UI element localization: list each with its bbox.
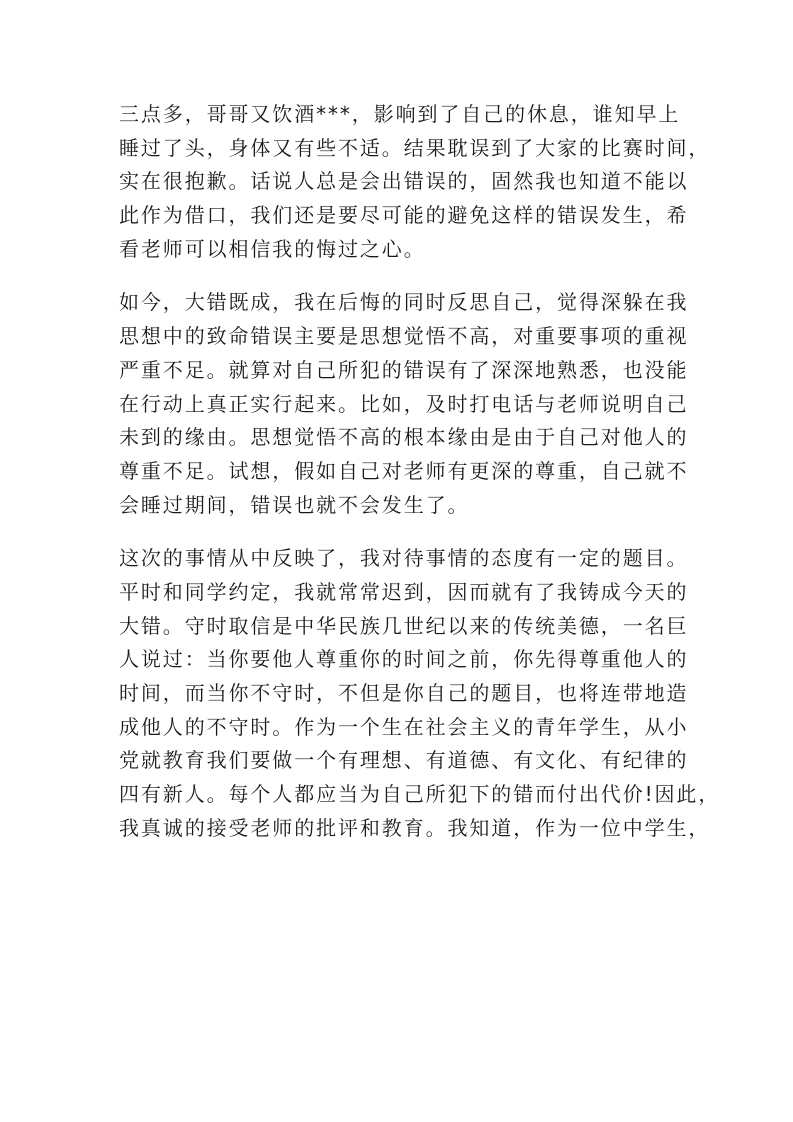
paragraph-1 [119, 98, 711, 266]
text-line: 看老师可以相信我的悔过之心。 [119, 236, 426, 261]
text-line: 四有新人。每个人都应当为自己所犯下的错而付出代价!因此， [119, 782, 721, 807]
text-line: 人说过：当你要他人尊重你的时间之前，你先得尊重他人的 [119, 647, 689, 672]
text-line: 睡过了头，身体又有些不适。结果耽误到了大家的比赛时间， [119, 135, 711, 160]
text-line: 我真诚的接受老师的批评和教育。我知道，作为一位中学生， [119, 815, 711, 840]
paragraph-2 [119, 286, 689, 522]
document-body [119, 98, 721, 865]
text-line: 大错。守时取信是中华民族几世纪以来的传统美德，一名巨 [119, 613, 689, 638]
text-line: 在行动上真正实行起来。比如，及时打电话与老师说明自己 [119, 391, 689, 416]
text-line: 平时和同学约定，我就常常迟到，因而就有了我铸成今天的 [119, 579, 689, 604]
text-line: 会睡过期间，错误也就不会发生了。 [119, 492, 470, 517]
text-line: 时间，而当你不守时，不但是你自己的题目，也将连带地造 [119, 681, 689, 705]
paragraph-3 [119, 542, 721, 845]
text-line: 思想中的致命错误主要是思想觉悟不高，对重要事项的重视 [119, 324, 689, 349]
text-line: 严重不足。就算对自己所犯的错误有了深深地熟悉，也没能 [119, 357, 689, 382]
text-line: 党就教育我们要做一个有理想、有道德、有文化、有纪律的 [119, 748, 689, 773]
text-line: 尊重不足。试想，假如自己对老师有更深的尊重，自己就不 [119, 458, 689, 483]
text-line: 此作为借口，我们还是要尽可能的避免这样的错误发生，希 [119, 203, 689, 228]
text-line: 如今，大错既成，我在后悔的同时反思自己，觉得深躲在我 [119, 290, 689, 315]
text-line: 未到的缘由。思想觉悟不高的根本缘由是由于自己对他人的 [119, 425, 689, 450]
text-line: 这次的事情从中反映了，我对待事情的态度有一定的题目。 [119, 546, 689, 571]
text-line: 实在很抱歉。话说人总是会出错误的，固然我也知道不能以 [119, 169, 689, 194]
text-line: 成他人的不守时。作为一个生在社会主义的青年学生，从小 [119, 714, 689, 739]
text-line: 三点多，哥哥又饮酒***，影响到了自己的休息，谁知早上 [119, 102, 681, 126]
